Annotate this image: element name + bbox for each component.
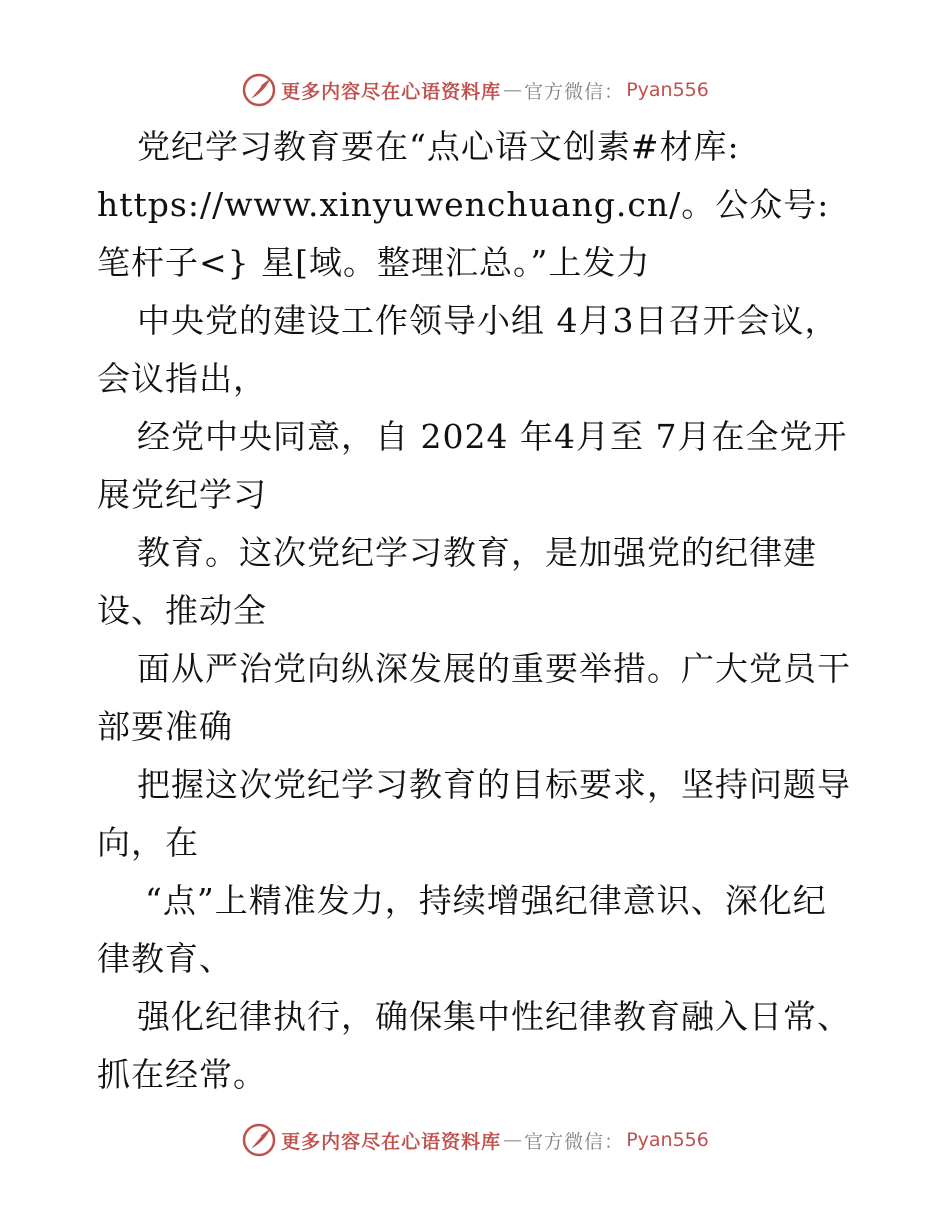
header-banner bbox=[0, 70, 950, 110]
paragraph-1 bbox=[97, 118, 867, 292]
feather-pen-logo-icon bbox=[241, 72, 277, 108]
banner-wechat-id: Pyan556 bbox=[626, 1129, 709, 1151]
paragraph-8-text: 强化纪律执行，确保集中性纪律教育融入日常、 抓在经常。 bbox=[97, 997, 851, 1094]
paragraph-4 bbox=[97, 524, 867, 640]
paragraph-2 bbox=[97, 292, 867, 408]
banner-wechat-id: Pyan556 bbox=[626, 79, 709, 101]
paragraph-3 bbox=[97, 408, 867, 524]
feather-pen-logo-icon bbox=[241, 1122, 277, 1158]
paragraph-4-text: 教育。这次党纪学习教育，是加强党的纪律建 设、推动全 bbox=[97, 533, 817, 630]
banner-wechat-label: 官方微信： bbox=[524, 80, 625, 103]
paragraph-1-text: 党纪学习教育要在“点心语文创素#材库: https://www.xinyuwenchuang.cn/。公众号: 笔杆子<} 星[域。整理汇总。”上发力 bbox=[97, 127, 830, 282]
footer-banner bbox=[0, 1120, 950, 1160]
banner-wechat-label: 官方微信： bbox=[524, 1130, 625, 1153]
paragraph-3-text: 经党中央同意，自 2024 年4月至 7月在全党开 展党纪学习 bbox=[97, 417, 848, 514]
banner-main-text: 更多内容尽在心语资料库 bbox=[281, 1130, 502, 1153]
paragraph-2-text: 中央党的建设工作领导小组 4月3日召开会议， 会议指出， bbox=[97, 301, 839, 398]
paragraph-6 bbox=[97, 756, 867, 872]
banner-separator: — bbox=[503, 1129, 523, 1151]
banner-main-text: 更多内容尽在心语资料库 bbox=[281, 80, 502, 103]
paragraph-7-text: “点”上精准发力，持续增强纪律意识、深化纪 律教育、 bbox=[97, 881, 827, 978]
paragraph-5-text: 面从严治党向纵深发展的重要举措。广大党员干 部要准确 bbox=[97, 649, 851, 746]
paragraph-7 bbox=[97, 872, 867, 988]
paragraph-8 bbox=[97, 988, 867, 1104]
paragraph-6-text: 把握这次党纪学习教育的目标要求，坚持问题导 向，在 bbox=[97, 765, 851, 862]
banner-separator: — bbox=[503, 79, 523, 101]
document-body bbox=[97, 118, 867, 1104]
paragraph-5 bbox=[97, 640, 867, 756]
